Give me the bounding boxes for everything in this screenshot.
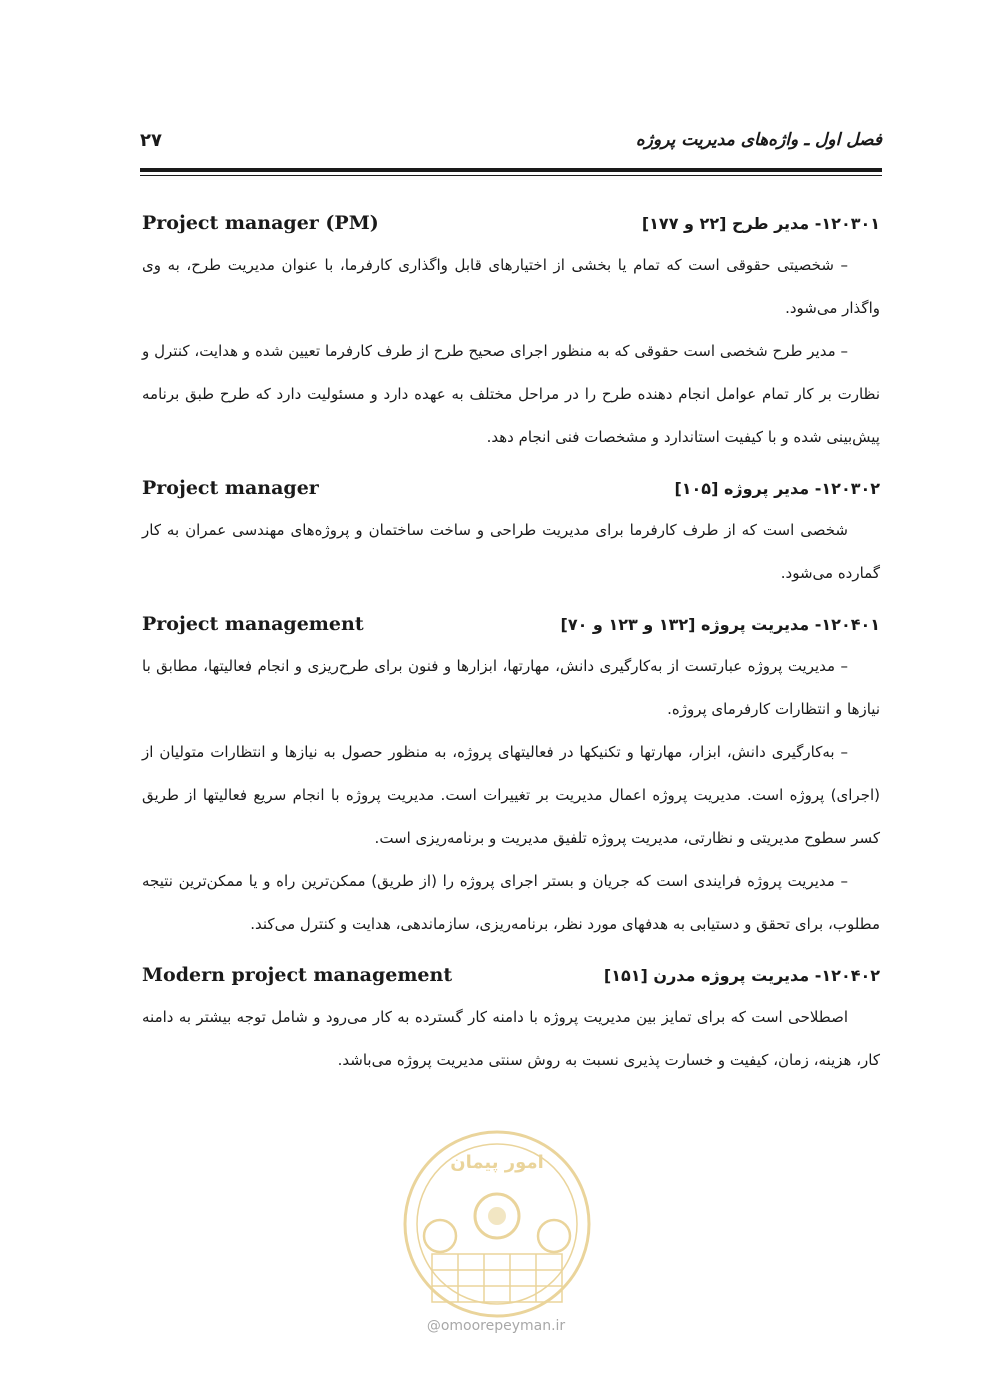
definition-paragraph: شخصی است که از طرف کارفرما برای مدیریت طراحی و ساخت ساختمان و پروژه‌های مهندسی عمران به کار گمارده می‌شود. [142, 521, 880, 582]
persian-term: ۱۲۰۳۰۲- مدیر پروژه [۱۰۵] [674, 479, 880, 498]
glossary-entry [142, 208, 880, 459]
definition-paragraph: اصطلاحی است که برای تمایز بین مدیریت پروژه با دامنه کار گسترده به کار می‌رود و شامل توجه بیشتر به دامنه کار، هزینه، زمان، کیفیت و خسارت پذیری نسبت به روش سنتی مدیریت پروژه می‌باشد. [142, 1008, 880, 1069]
glossary-entry [142, 473, 880, 595]
glossary-entry [142, 609, 880, 946]
page-header [140, 126, 882, 162]
definition-paragraph: – شخصیتی حقوقی است که تمام یا بخشی از اختیارهای قابل واگذاری کارفرما، با عنوان مدیریت طرح، به وی واگذار می‌شود. [142, 256, 880, 317]
persian-term: ۱۲۰۴۰۲- مدیریت پروژه مدرن [۱۵۱] [603, 966, 880, 985]
definition-paragraph: – مدیریت پروژه عبارتست از به‌کارگیری دانش، مهارتها، ابزارها و فنون برای طرح‌ریزی و انجام فعالیتها، مطابق با نیازها و انتظارات کارفرمای پروژه. [142, 657, 880, 718]
definition-paragraph: – به‌کارگیری دانش، ابزار، مهارتها و تکنیکها در فعالیتهای پروژه، به منظور حصول به نیازها و انتظارات متولیان از (اجرای) پروژه است. مدیریت پروژه اعمال مدیریت بر تغییرات است. مدیریت پروژه با انجام سریع فعالیتها از طریق کسر سطوح مدیریتی و نظارتی، مدیریت پروژه تلفیق مدیریت و برنامه‌ریزی است. [142, 743, 880, 847]
watermark-site: @omoorepeyman.ir [426, 1318, 566, 1334]
header-rule-thick [140, 168, 882, 172]
english-term: Project manager [142, 477, 319, 499]
entry-heading [142, 609, 880, 645]
english-term: Project management [142, 613, 364, 635]
entry-heading [142, 473, 880, 509]
glossary-entry [142, 960, 880, 1082]
chapter-title: فصل اول ـ واژه‌های مدیریت پروژه [635, 130, 882, 150]
watermark-logo-icon [392, 1124, 602, 1330]
english-term: Project manager (PM) [142, 212, 379, 234]
entry-heading [142, 208, 880, 244]
watermark-logo-text: امور پیمان [450, 1152, 544, 1173]
page-number: ۲۷ [140, 130, 162, 151]
persian-term: ۱۲۰۴۰۱- مدیریت پروژه [۱۳۲ و ۱۲۳ و ۷۰] [560, 615, 880, 634]
definition-paragraph: – مدیریت پروژه فرایندی است که جریان و بستر اجرای پروژه را (از طریق) ممکن‌ترین راه و یا ممکن‌ترین نتیجه مطلوب، برای تحقق و دستیابی به هدفهای مورد نظر، برنامه‌ریزی، سازماندهی، هدایت و کنترل می‌کند. [142, 872, 880, 933]
glossary-content [142, 208, 880, 1096]
persian-term: ۱۲۰۳۰۱- مدیر طرح [۲۲ و ۱۷۷] [641, 214, 880, 233]
header-rule-thin [140, 175, 882, 176]
english-term: Modern project management [142, 964, 453, 986]
definition-paragraph: – مدیر طرح شخصی است حقوقی که به منظور اجرای صحیح طرح از طرف کارفرما تعیین شده و هدایت، کنترل و نظارت بر کار تمام عوامل انجام دهنده طرح را در مراحل مختلف به عهده دارد و مسئولیت دارد که طرح طبق برنامه پیش‌بینی شده و با کیفیت استاندارد و مشخصات فنی انجام دهد. [142, 342, 880, 446]
entry-heading [142, 960, 880, 996]
